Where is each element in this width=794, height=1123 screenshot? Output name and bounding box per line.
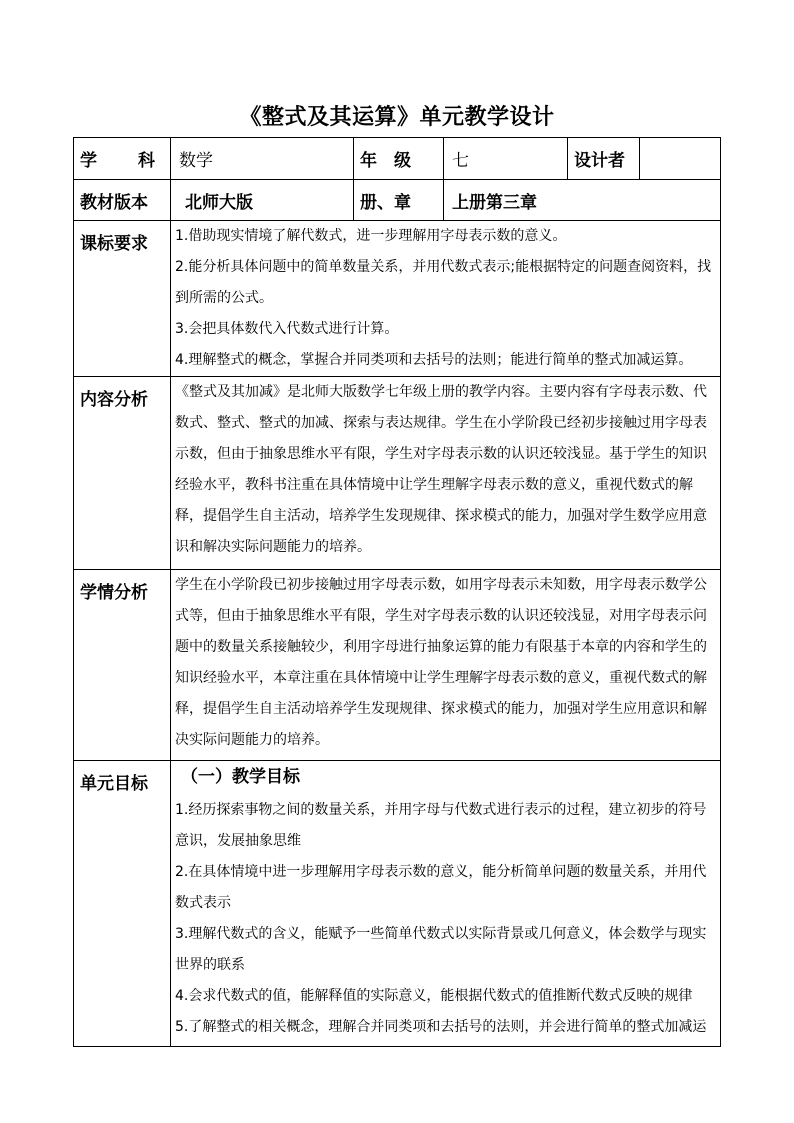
- student-analysis-text: [171, 570, 721, 761]
- list-item: 2.能分析具体问题中的简单数量关系，并用代数式表示;能根据特定的问题查阅资料，找到所需的公式。: [175, 259, 712, 306]
- content-analysis-text: [171, 377, 721, 570]
- edition-value: 北师大版: [171, 180, 354, 221]
- student-analysis-paragraph: 学生在小学阶段已初步接触过用字母表示数，如用字母表示未知数，用字母表示数学公式等，但由于抽象思维水平有限，学生对字母表示数的认识还较浅显，对用字母表示问题中的数量关系接触较少，利用字母进行抽象运算的能力有限基于本章的内容和学生的知识经验水平，本章注重在具体情境中让学生理解字母表示数的意义，重视代数式的解释，提倡学生自主活动培养学生发现规律、探求模式的能力，加强对学生应用意识和解决实际问题能力的培养。: [175, 577, 707, 748]
- list-item: 4.理解整式的概念，掌握合并同类项和去括号的法则；能进行简单的整式加减运算。: [175, 352, 693, 368]
- grade-value: 七: [444, 138, 568, 180]
- list-item: 2.在具体情境中进一步理解用字母表示数的意义，能分析简单问题的数量关系，并用代数式表示: [175, 864, 707, 911]
- table-row: [74, 221, 721, 377]
- subject-label: 学 科: [74, 138, 171, 180]
- list-item: 3.理解代数式的含义，能赋予一些简单代数式以实际背景或几何意义，体会数学与现实世界的联系: [175, 926, 707, 973]
- table-row: [74, 570, 721, 761]
- standards-content: [171, 221, 721, 377]
- goals-subheading: （一）教学目标: [181, 767, 300, 787]
- list-item: 4.会求代数式的值，能解释值的实际意义，能根据代数式的值推断代数式反映的规律: [175, 988, 693, 1004]
- unit-goals-label: 单元目标: [74, 761, 171, 1047]
- unit-goals-content: [171, 761, 721, 1047]
- content-analysis-paragraph: 《整式及其加减》是北师大版数学七年级上册的教学内容。主要内容有字母表示数、代数式、整式、整式的加减、探索与表达规律。学生在小学阶段已经初步接触过用字母表示数，但由于抽象思维水平有限，学生对字母表示数的认识还较浅显。基于学生的知识经验水平，教科书注重在具体情境中让学生理解字母表示数的意义，重视代数式的解释，提倡学生自主活动，培养学生发现规律、探求模式的能力，加强对学生数学应用意识和解决实际问题能力的培养。: [175, 384, 707, 555]
- list-item: 5.了解整式的相关概念，理解合并同类项和去括号的法则，并会进行简单的整式加减运: [175, 1019, 707, 1035]
- designer-value: [640, 138, 721, 180]
- standards-label: 课标要求: [74, 221, 171, 377]
- table-row: [74, 377, 721, 570]
- list-item: 1.借助现实情境了解代数式，进一步理解用字母表示数的意义。: [175, 228, 567, 244]
- table-row: [74, 138, 721, 180]
- table-row: [74, 180, 721, 221]
- edition-label: 教材版本: [74, 180, 171, 221]
- subject-value: 数学: [171, 138, 354, 180]
- student-analysis-label: 学情分析: [74, 570, 171, 761]
- page-title: 《整式及其运算》单元教学设计: [239, 105, 555, 130]
- content-analysis-label: 内容分析: [74, 377, 171, 570]
- grade-label: 年 级: [354, 138, 444, 180]
- list-item: 3.会把具体数代入代数式进行计算。: [175, 321, 399, 337]
- volume-label: 册、章: [354, 180, 444, 221]
- designer-label: 设计者: [568, 138, 640, 180]
- list-item: 1.经历探索事物之间的数量关系，并用字母与代数式进行表示的过程，建立初步的符号意识，发展抽象思维: [175, 802, 707, 849]
- design-table: [73, 137, 721, 1047]
- table-row: [74, 761, 721, 1047]
- volume-value: 上册第三章: [444, 180, 721, 221]
